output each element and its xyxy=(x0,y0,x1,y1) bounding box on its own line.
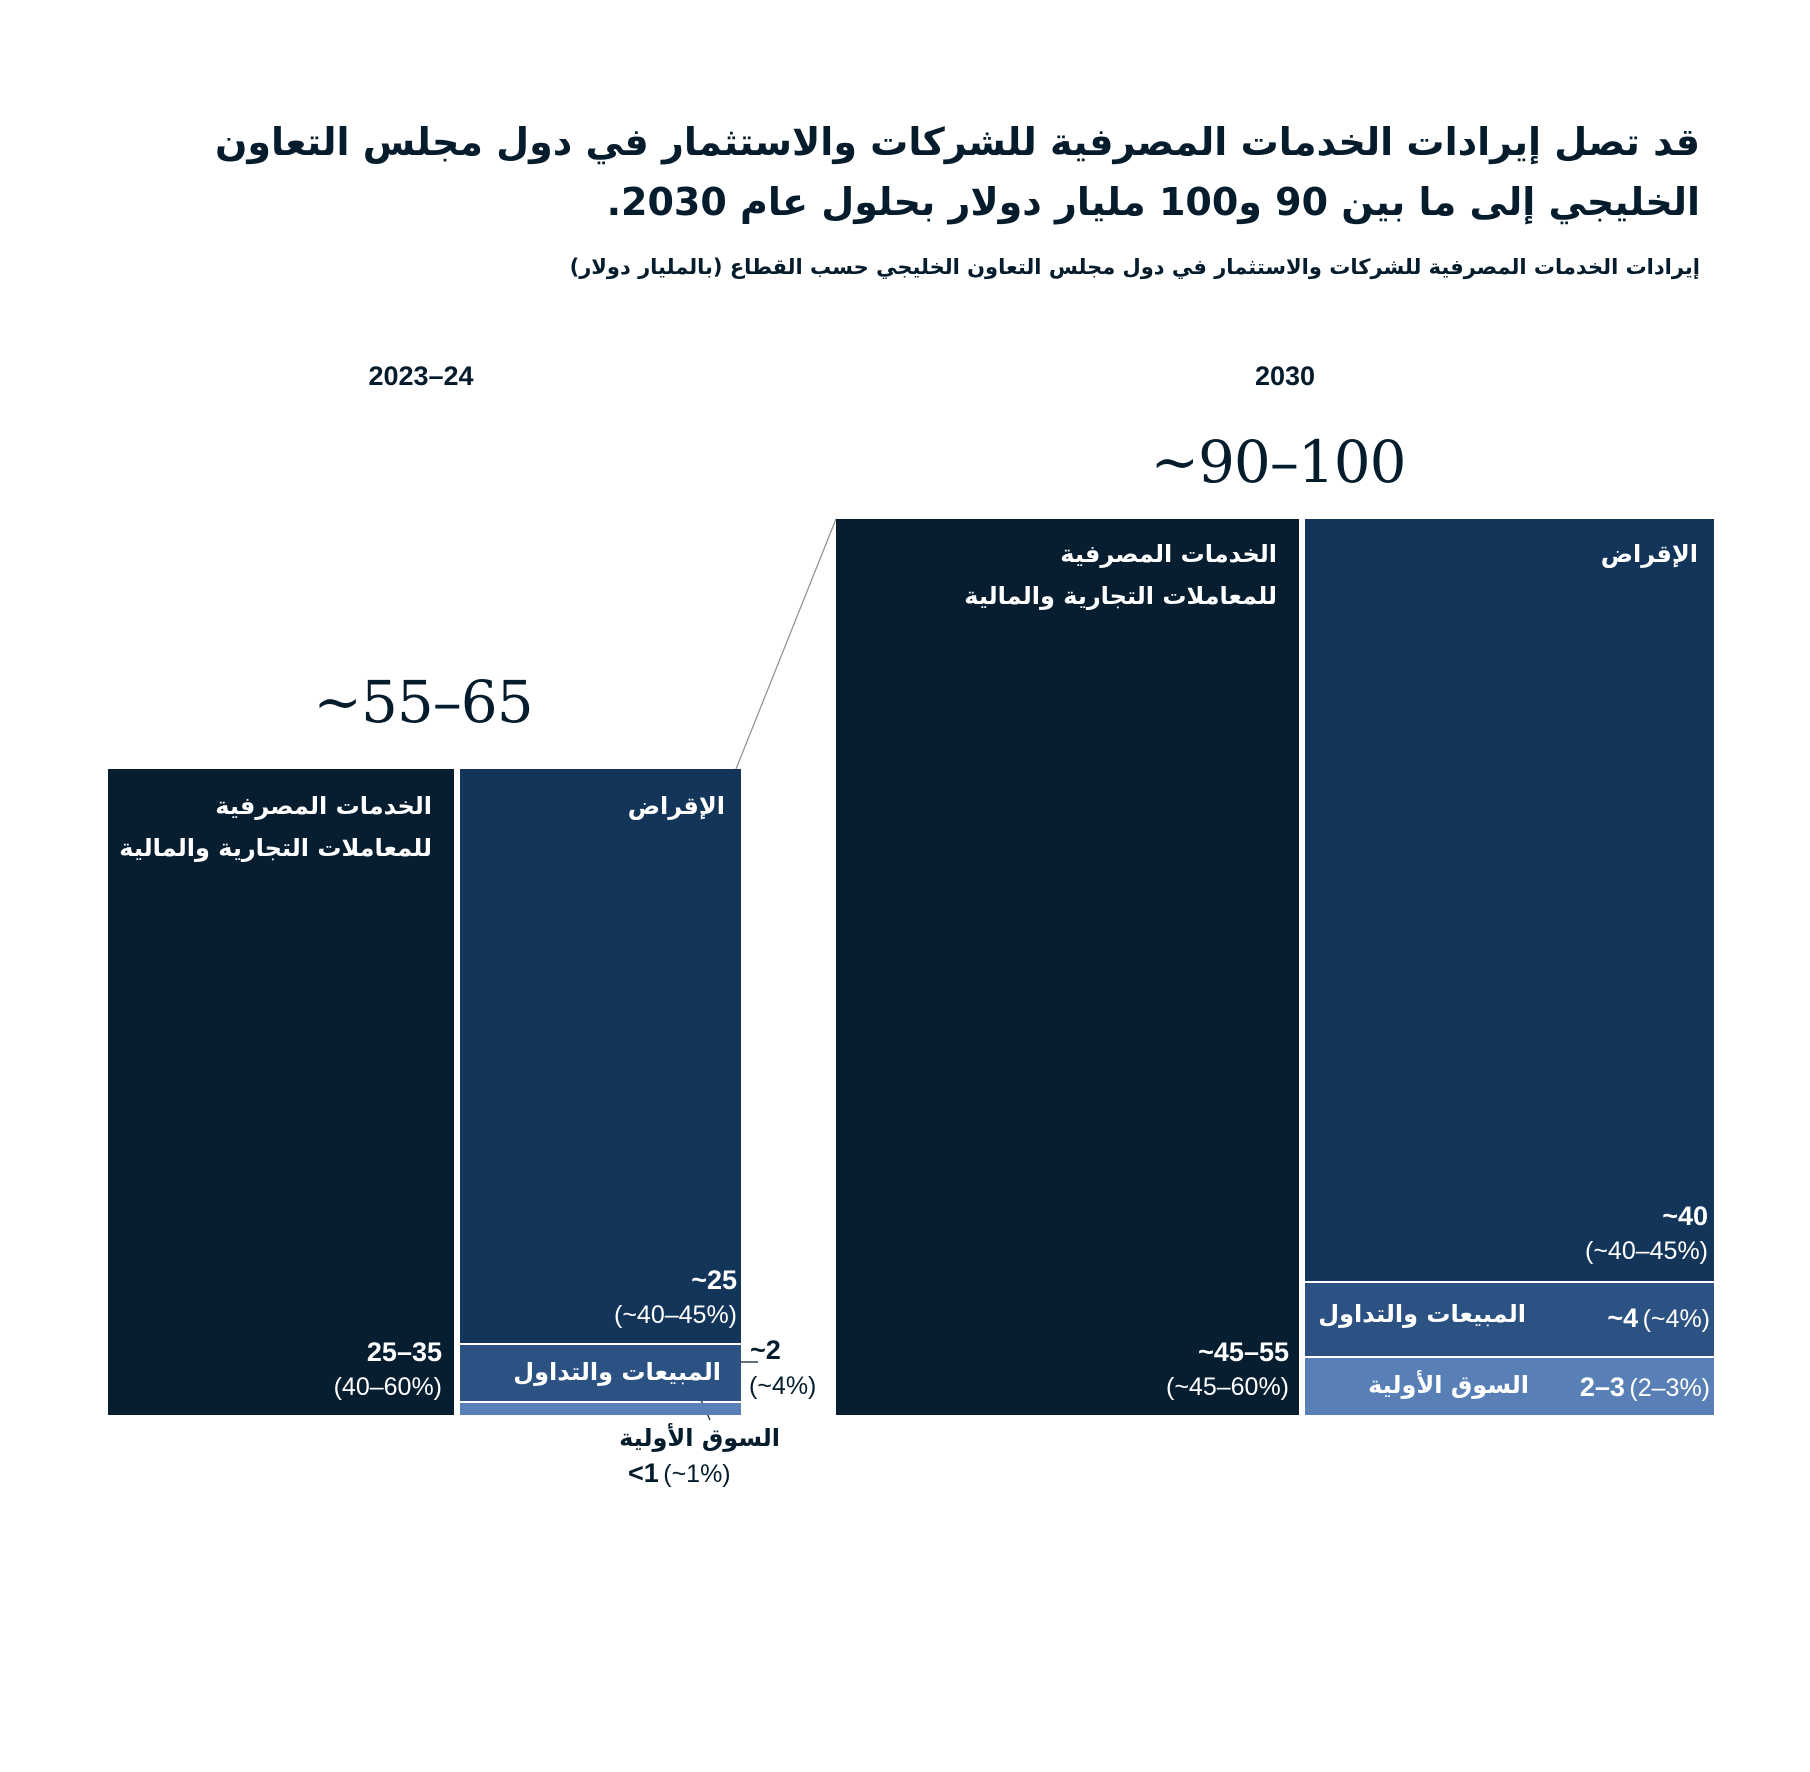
zoom-connector-line xyxy=(736,519,836,769)
figure-2030-primary-market xyxy=(1580,1372,1710,1403)
block-2023-transaction-banking xyxy=(108,769,454,1415)
share-2030-sales-trading: (~4%) xyxy=(1642,1305,1710,1333)
value-2023-transaction-banking: 25–35 xyxy=(366,1337,442,1367)
share-2030-primary-market: (2–3%) xyxy=(1629,1374,1710,1402)
value-2030-sales-trading: ~4 xyxy=(1607,1303,1639,1333)
value-2023-sales-trading: ~2 xyxy=(750,1335,781,1365)
share-2023-lending: (~40–45%) xyxy=(614,1301,737,1329)
value-2030-lending: ~40 xyxy=(1662,1201,1708,1231)
total-label-2030: ~90–100 xyxy=(1150,428,1406,496)
figure-2030-sales-trading xyxy=(1607,1303,1710,1334)
block-2030-sales-trading xyxy=(1305,1283,1714,1356)
total-label-2023: ~55–65 xyxy=(313,668,533,736)
value-2023-lending: ~25 xyxy=(691,1265,737,1295)
label-2030-transaction-banking-line1: الخدمات المصرفية xyxy=(1060,540,1277,568)
chart-subtitle: إيرادات الخدمات المصرفية للشركات والاستثمار في دول مجلس التعاون الخليجي حسب القطاع (بالمليار دولار) xyxy=(569,255,1700,279)
period-label-2023: 2023–24 xyxy=(368,361,474,391)
label-2023-transaction-banking-line2: للمعاملات التجارية والمالية xyxy=(119,834,432,862)
block-2023-sales-trading xyxy=(460,1345,741,1401)
label-2030-sales-trading: المبيعات والتداول xyxy=(1318,1300,1526,1328)
label-2030-lending: الإقراض xyxy=(1600,540,1698,568)
label-2023-lending: الإقراض xyxy=(627,792,725,820)
label-2023-transaction-banking-line1: الخدمات المصرفية xyxy=(215,792,432,820)
period-label-2030: 2030 xyxy=(1254,361,1316,391)
block-2023-lending xyxy=(460,769,741,1343)
value-2023-primary-market: <1 xyxy=(628,1458,659,1488)
block-2030-transaction-banking xyxy=(836,519,1299,1415)
label-2030-transaction-banking-line2: للمعاملات التجارية والمالية xyxy=(964,582,1277,610)
share-2023-sales-trading: (~4%) xyxy=(749,1372,817,1400)
share-2023-primary-market: (~1%) xyxy=(663,1460,731,1488)
value-2030-primary-market: 2–3 xyxy=(1579,1372,1625,1402)
figure-2023-primary-market xyxy=(628,1458,731,1489)
label-2023-sales-trading: المبيعات والتداول xyxy=(513,1358,721,1386)
block-2030-lending xyxy=(1305,519,1714,1281)
label-2030-primary-market: السوق الأولية xyxy=(1368,1371,1529,1399)
label-2023-primary-market: السوق الأولية xyxy=(619,1424,780,1452)
share-2030-transaction-banking: (~45–60%) xyxy=(1166,1373,1289,1401)
share-2023-transaction-banking: (40–60%) xyxy=(333,1373,442,1401)
chart-title: قد تصل إيرادات الخدمات المصرفية للشركات والاستثمار في دول مجلس التعاون الخليجي إلى ما بين 90 و100 مليار دولار بحلول عام 2030. xyxy=(214,120,1700,224)
block-2023-primary-market xyxy=(460,1403,741,1415)
value-2030-transaction-banking: ~45–55 xyxy=(1198,1337,1289,1367)
block-2030-primary-market xyxy=(1305,1358,1714,1415)
share-2030-lending: (~40–45%) xyxy=(1585,1237,1708,1265)
